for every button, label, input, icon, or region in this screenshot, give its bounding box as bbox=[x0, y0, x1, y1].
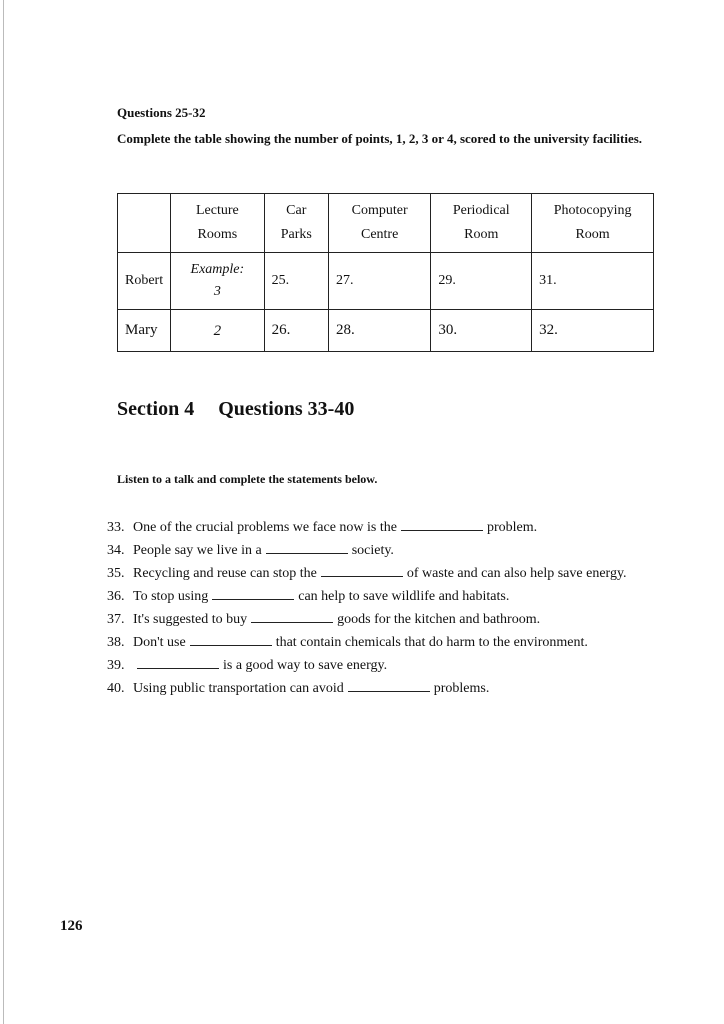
answer-cell: 29. bbox=[431, 253, 532, 310]
statement-text bbox=[133, 585, 509, 608]
answer-cell: 32. bbox=[532, 310, 654, 352]
section-heading bbox=[117, 398, 378, 421]
table-row bbox=[118, 253, 654, 310]
answer-blank[interactable] bbox=[190, 633, 272, 646]
header-cell: Car Parks bbox=[264, 194, 328, 253]
table-row bbox=[118, 310, 654, 352]
example-cell bbox=[171, 253, 264, 310]
header-cell: Lecture Rooms bbox=[171, 194, 264, 253]
statement-number: 38. bbox=[107, 635, 125, 650]
statement-before: To stop using bbox=[133, 589, 209, 604]
statement-before: It's suggested to buy bbox=[133, 612, 248, 627]
statement-list bbox=[107, 516, 657, 700]
statement-number: 34. bbox=[107, 543, 125, 558]
table-header-row bbox=[118, 194, 654, 253]
header-cell: Periodical Room bbox=[431, 194, 532, 253]
header-cell: Computer Centre bbox=[328, 194, 430, 253]
row-name: Mary bbox=[118, 310, 171, 352]
statement-after: society. bbox=[351, 543, 394, 558]
statement-text bbox=[133, 654, 387, 677]
statement-before: People say we live in a bbox=[133, 543, 262, 558]
statement-number: 40. bbox=[107, 681, 125, 696]
statement-text bbox=[133, 631, 588, 654]
value-cell: 2 bbox=[171, 310, 264, 352]
statement-item bbox=[107, 677, 657, 700]
scan-edge bbox=[3, 0, 4, 1024]
answer-blank[interactable] bbox=[266, 541, 348, 554]
page-number: 126 bbox=[60, 918, 83, 934]
statement-text bbox=[133, 539, 394, 562]
statement-item bbox=[107, 585, 657, 608]
statement-item bbox=[107, 562, 657, 585]
statement-after: can help to save wildlife and habitats. bbox=[298, 589, 510, 604]
statement-after: problem. bbox=[486, 520, 538, 535]
row-name: Robert bbox=[118, 253, 171, 310]
answer-blank[interactable] bbox=[401, 518, 483, 531]
statement-after: goods for the kitchen and bathroom. bbox=[337, 612, 541, 627]
answer-cell: 31. bbox=[532, 253, 654, 310]
statement-number: 36. bbox=[107, 589, 125, 604]
answer-cell: 25. bbox=[264, 253, 328, 310]
statement-text bbox=[133, 608, 540, 631]
section-questions: Questions 33-40 bbox=[218, 398, 355, 420]
statement-item bbox=[107, 654, 657, 677]
header-cell bbox=[118, 194, 171, 253]
statement-number: 37. bbox=[107, 612, 125, 627]
answer-blank[interactable] bbox=[212, 587, 294, 600]
statement-before: One of the crucial problems we face now is the bbox=[133, 520, 397, 535]
statement-item bbox=[107, 631, 657, 654]
statement-number: 33. bbox=[107, 520, 125, 535]
header-cell: Photocopying Room bbox=[532, 194, 654, 253]
answer-blank[interactable] bbox=[348, 679, 430, 692]
scores-table bbox=[117, 193, 654, 352]
statement-before: Using public transportation can avoid bbox=[133, 681, 344, 696]
example-value: 3 bbox=[213, 284, 221, 299]
answer-cell: 27. bbox=[328, 253, 430, 310]
statement-item bbox=[107, 608, 657, 631]
statement-text bbox=[133, 677, 489, 700]
answer-cell: 30. bbox=[431, 310, 532, 352]
statement-text bbox=[133, 562, 627, 585]
answer-cell: 26. bbox=[264, 310, 328, 352]
statement-item bbox=[107, 539, 657, 562]
table-instruction: Complete the table showing the number of points, 1, 2, 3 or 4, scored to the university facilities. bbox=[117, 131, 643, 146]
answer-blank[interactable] bbox=[137, 656, 219, 669]
statement-number: 39. bbox=[107, 658, 125, 673]
statement-after: of waste and can also help save energy. bbox=[406, 566, 627, 581]
statement-after: that contain chemicals that do harm to the environment. bbox=[275, 635, 588, 650]
answer-blank[interactable] bbox=[251, 610, 333, 623]
statement-before: Don't use bbox=[133, 635, 186, 650]
questions-heading: Questions 25-32 bbox=[117, 105, 206, 120]
answer-cell: 28. bbox=[328, 310, 430, 352]
statement-before: Recycling and reuse can stop the bbox=[133, 566, 317, 581]
statement-after: is a good way to save energy. bbox=[223, 658, 388, 673]
statement-number: 35. bbox=[107, 566, 125, 581]
answer-blank[interactable] bbox=[321, 564, 403, 577]
statement-after: problems. bbox=[433, 681, 490, 696]
example-label: Example: bbox=[190, 262, 245, 277]
statement-text bbox=[133, 516, 537, 539]
statement-item bbox=[107, 516, 657, 539]
section-title: Section 4 bbox=[117, 398, 195, 420]
listen-instruction: Listen to a talk and complete the statements below. bbox=[117, 472, 378, 486]
